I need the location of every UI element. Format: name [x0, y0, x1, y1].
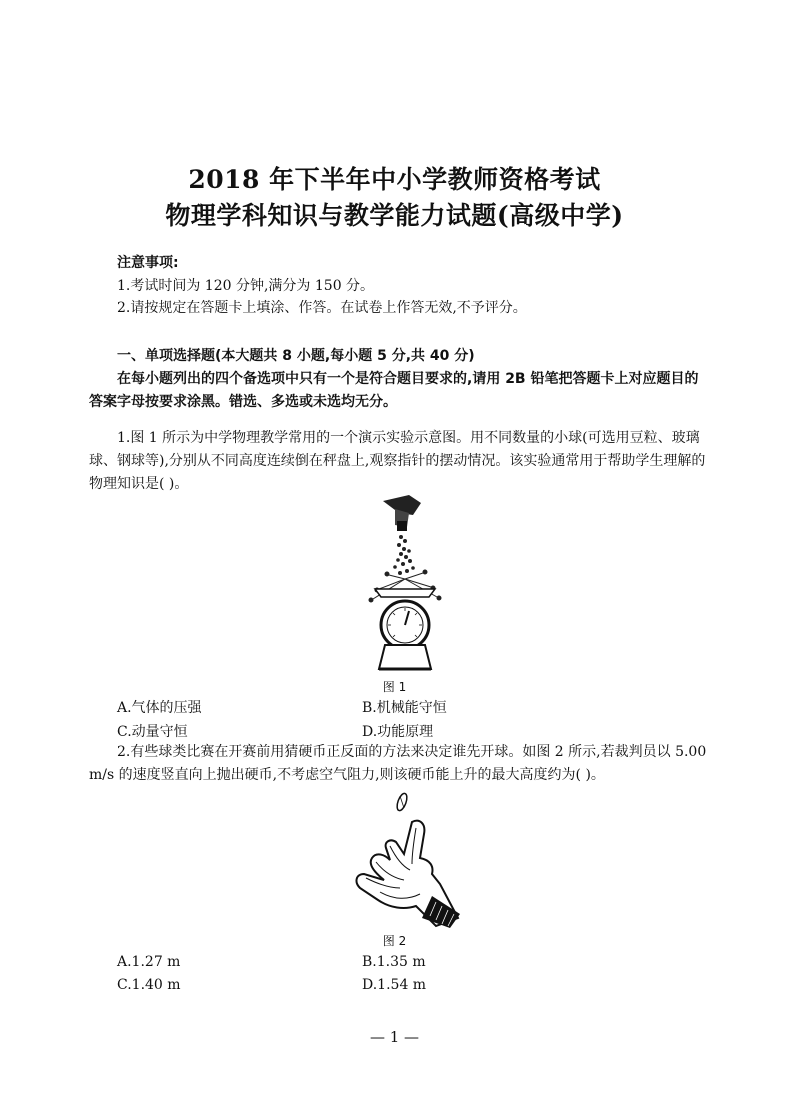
- option-c: C.1.40 m: [117, 977, 181, 993]
- option-d: D.1.54 m: [362, 977, 427, 993]
- option-a: A.1.27 m: [117, 954, 181, 970]
- figure-2-coin-toss-illustration: [350, 788, 460, 928]
- question-2-text: 2.有些球类比赛在开赛前用猜硬币正反面的方法来决定谁先开球。如图 2 所示,若裁判员以 5.00 m/s 的速度竖直向上抛出硬币,不考虑空气阻力,则该硬币能上升的最大高度约为( )。: [89, 744, 707, 783]
- section-heading: 一、单项选择题(本大题共 8 小题,每小题 5 分,共 40 分): [117, 348, 475, 364]
- page-number: — 1 —: [369, 1028, 420, 1046]
- option-b: B.机械能守恒: [362, 700, 447, 716]
- exam-title-line1: 2018 年下半年中小学教师资格考试: [188, 165, 601, 194]
- figure-1-scale-illustration: [365, 493, 445, 675]
- note-item: 2.请按规定在答题卡上填涂、作答。在试卷上作答无效,不予评分。: [117, 300, 527, 316]
- section-description: 在每小题列出的四个备选项中只有一个是符合题目要求的,请用 2B 铅笔把答题卡上对应题目的答案字母按要求涂黑。错选、多选或未选均无分。: [89, 371, 699, 410]
- note-item: 1.考试时间为 120 分钟,满分为 150 分。: [117, 278, 375, 294]
- figure-2-caption: 图 2: [382, 934, 407, 948]
- option-c: C.动量守恒: [117, 724, 188, 740]
- figure-1-caption: 图 1: [382, 680, 407, 694]
- exam-title-line2: 物理学科知识与教学能力试题(高级中学): [165, 201, 624, 230]
- notes-heading: 注意事项:: [117, 255, 179, 271]
- option-b: B.1.35 m: [362, 954, 426, 970]
- option-d: D.功能原理: [362, 724, 434, 740]
- option-a: A.气体的压强: [117, 700, 202, 716]
- question-1-text: 1.图 1 所示为中学物理教学常用的一个演示实验示意图。用不同数量的小球(可选用豆粒、玻璃球、钢球等),分别从不同高度连续倒在秤盘上,观察指针的摆动情况。该实验通常用于帮助学生理解的物理知识是( )。: [89, 430, 706, 492]
